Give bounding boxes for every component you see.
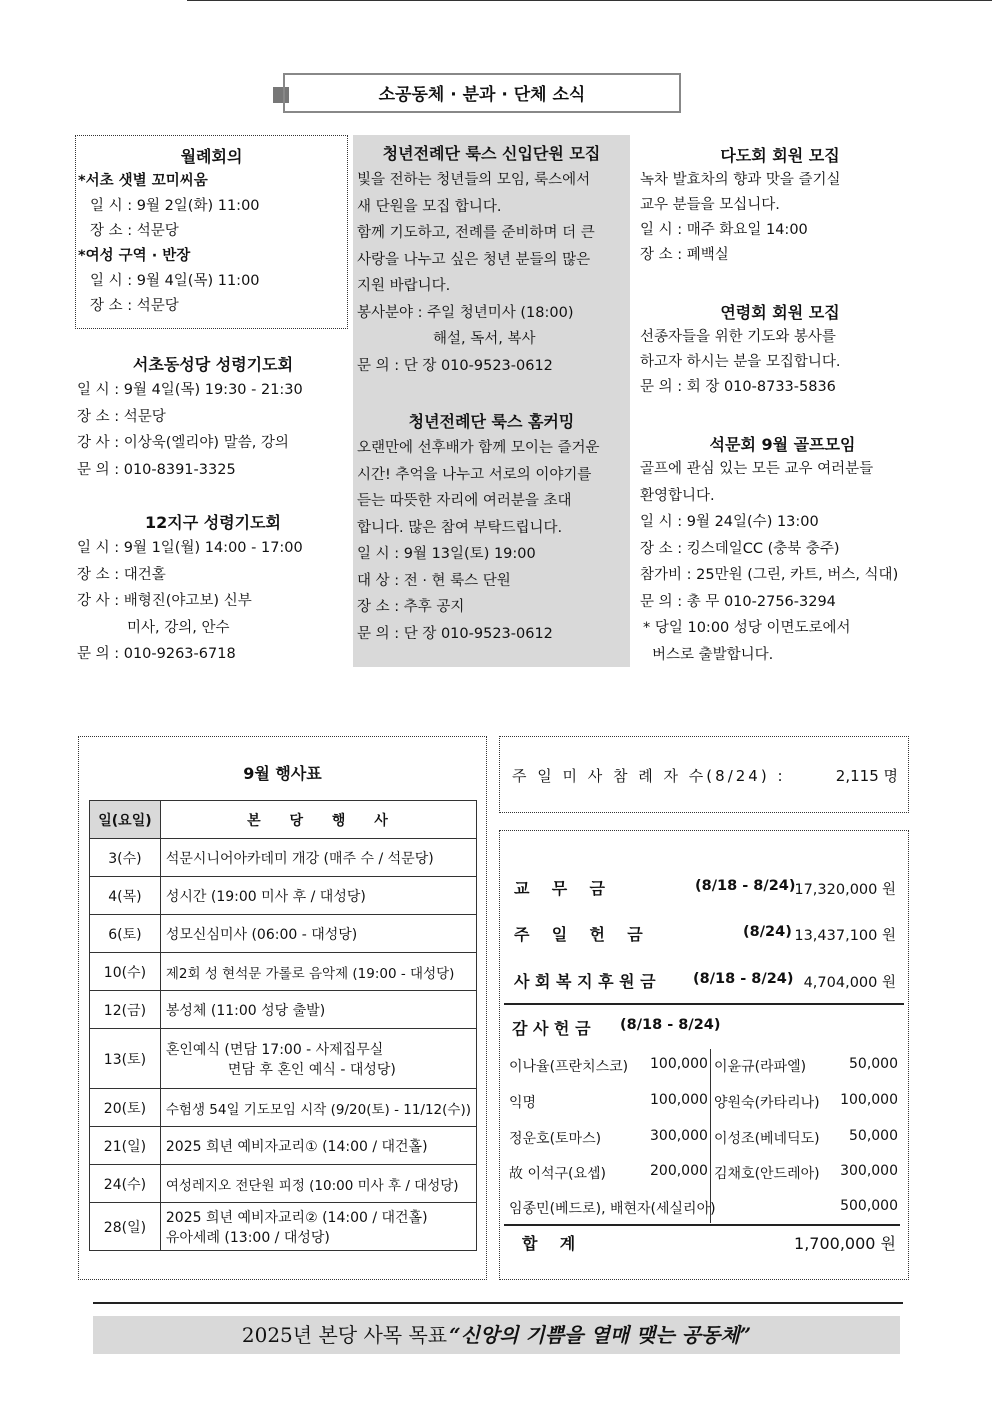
elder-club [640,300,920,400]
homecoming-line: 시간! 추억을 나누고 서로의 이야기를 [357,466,592,483]
finance-amount: 4,704,000 원 [803,975,896,991]
monthly-line: 장 소 : 석문당 [90,298,179,314]
table-row [90,839,477,877]
row-day: 20(토) [90,1089,161,1127]
golf-line: 참가비 : 25만원 (그린, 카트, 버스, 식대) [640,567,899,583]
spirit-line: 강 사 : 이상욱(엘리야) 말씀, 강의 [77,435,289,451]
monthly-line: 장 소 : 석문당 [90,223,179,239]
motto-prefix: 2025년 본당 사목 목표 [241,1323,448,1347]
golf-club [640,432,925,668]
homecoming-line: 듣는 따뜻한 자리에 여러분을 초대 [357,493,572,509]
attendance-label: 주 일 미 사 참 례 자 수(8/24) : [512,767,786,785]
row-event: 성시간 (19:00 미사 후 / 대성당) [160,877,476,915]
golf-line: 장 소 : 킹스데일CC (충북 충주) [640,540,840,557]
monthly-meeting-title: 월례회의 [180,147,243,166]
elder-line: 하고자 하시는 분을 모집합니다. [640,354,841,370]
tea-line: 장 소 : 폐백실 [640,247,729,263]
joint-amount: 500,000 [840,1198,898,1214]
homecoming-line: 합니다. 많은 참여 부탁드립니다. [357,519,563,536]
homecoming-line: 오랜만에 선후배가 함께 모이는 즐거운 [357,440,600,456]
row-event-cell [160,1203,476,1251]
donor-amount: 50,000 [849,1128,898,1144]
golf-line: * 당일 10:00 성당 이면도로에서 [643,620,851,636]
recruit-line: 봉사분야 : 주일 청년미사 (18:00) [357,304,574,321]
row-day: 4(목) [90,877,161,915]
donor-name: 양원숙(카타리나) [714,1095,820,1111]
table-row [90,1127,477,1165]
homecoming-line: 일 시 : 9월 13일(토) 19:00 [357,546,536,562]
schedule-header-row [90,801,477,839]
golf-line: 일 시 : 9월 24일(수) 13:00 [640,514,819,530]
donor-name: 이나율(프란치스코) [509,1059,629,1075]
finance-period: (8/18 - 8/24) [695,878,796,894]
youth-liturgy-box [353,135,630,667]
total-value: 1,700,000 원 [794,1234,896,1253]
schedule-table [89,800,477,1251]
row-day: 28(일) [90,1203,161,1251]
row-day: 3(수) [90,839,161,877]
monthly-line: *서초 샛별 꼬미씨움 [78,173,208,189]
donor-amount: 300,000 [650,1128,708,1144]
row-event: 2025 희년 예비자교리① (14:00 / 대건홀) [160,1127,476,1165]
spirit-prayer-1-title: 서초동성당 성령기도회 [132,355,294,374]
tea-club [640,143,920,268]
golf-line: 환영합니다. [640,487,715,504]
elder-club-title: 연령회 회원 모집 [720,303,840,322]
monthly-line: 일 시 : 9월 2일(화) 11:00 [90,198,260,214]
row-day: 24(수) [90,1165,161,1203]
homecoming-title: 청년전례단 룩스 홈커밍 [408,412,575,431]
finance-label: 교 무 금 [514,879,605,898]
total-divider [504,1224,900,1226]
finance-amount: 13,437,100 원 [794,928,896,944]
tea-club-title: 다도회 회원 모집 [720,146,840,165]
row-event: 여성레지오 전단원 피정 (10:00 미사 후 / 대성당) [160,1165,476,1203]
row-event: 2025 희년 예비자교리② (14:00 / 대건홀) [165,1209,428,1226]
spirit-line: 장 소 : 석문당 [77,408,166,425]
recruit-line: 해설, 독서, 복사 [433,331,536,347]
monthly-line: *여성 구역 · 반장 [78,248,191,264]
finance-divider [504,1003,904,1005]
recruit-line: 새 단원을 모집 합니다. [357,198,502,215]
golf-club-title: 석문회 9월 골프모임 [709,435,856,454]
elder-line: 선종자들을 위한 기도와 봉사를 [640,329,836,345]
row-event: 성모신심미사 (06:00 - 대성당) [160,915,476,953]
table-row [90,1203,477,1251]
recruit-line: 사랑을 나누고 싶은 청년 분들의 많은 [357,251,591,268]
pastoral-motto [93,1316,900,1354]
tea-line: 녹차 발효차의 향과 맛을 즐기실 [640,172,841,188]
row-event: 혼인예식 (면담 17:00 - 사제집무실 [165,1041,384,1058]
row-event: 면담 후 혼인 예식 - 대성당) [227,1061,396,1078]
row-day: 13(토) [90,1029,161,1089]
spirit2-line: 문 의 : 010-9263-6718 [77,646,236,662]
donor-name: 정운호(토마스) [509,1131,602,1147]
motto-text: “신앙의 기쁨을 열매 맺는 공동체” [449,1323,752,1347]
header-day: 일(요일) [90,801,161,839]
finance-period: (8/18 - 8/24) [693,971,794,987]
donor-name: 故 이석구(요셉) [509,1166,606,1182]
row-day: 6(토) [90,915,161,953]
row-event-cell [160,1029,476,1089]
finance-period: (8/24) [743,924,792,940]
table-row [90,1089,477,1127]
table-row [90,991,477,1029]
table-row [90,877,477,915]
table-row [90,1029,477,1089]
row-day: 21(일) [90,1127,161,1165]
monthly-meeting-box [75,135,348,329]
header-event: 본 당 행 사 [160,801,476,839]
recruit-line: 빛을 전하는 청년들의 모임, 룩스에서 [357,172,591,188]
golf-line: 문 의 : 총 무 010-2756-3294 [640,593,836,610]
spirit-prayer-1 [77,352,349,483]
recruit-title: 청년전례단 룩스 신입단원 모집 [382,144,601,163]
finance-label: 주 일 헌 금 [514,925,643,944]
homecoming-line: 대 상 : 전 · 현 룩스 단원 [357,572,511,589]
tea-line: 교우 분들을 모십니다. [640,197,780,213]
donor-amount: 300,000 [840,1163,898,1179]
homecoming-line: 문 의 : 단 장 010-9523-0612 [357,625,553,642]
row-event: 수험생 54일 기도모임 시작 (9/20(토) - 11/12(수)) [160,1089,476,1127]
homecoming-line: 장 소 : 추후 공지 [357,599,465,615]
donor-amount: 200,000 [650,1163,708,1179]
attendance-box [499,736,909,813]
footer-rule [93,1302,903,1304]
row-day: 10(수) [90,953,161,991]
attendance-value: 2,115 명 [835,767,898,785]
donor-amount: 100,000 [650,1092,708,1108]
spirit2-line: 미사, 강의, 안수 [127,619,230,636]
finance-amount: 17,320,000 원 [794,882,896,898]
row-event: 제2회 성 현석문 가롤로 음악제 (19:00 - 대성당) [160,953,476,991]
donor-amount: 50,000 [849,1056,898,1072]
table-row [90,953,477,991]
table-row [90,1165,477,1203]
top-rule [187,0,992,1]
row-event: 석문시니어아카데미 개강 (매주 수 / 석문당) [160,839,476,877]
donor-amount: 100,000 [840,1092,898,1108]
elder-line: 문 의 : 회 장 010-8733-5836 [640,379,836,395]
spirit-line: 문 의 : 010-8391-3325 [77,461,236,478]
spirit2-line: 장 소 : 대건홀 [77,566,166,583]
section-title: 소공동체 · 분과 · 단체 소식 [283,73,681,113]
finance-label: 사 회 복 지 후 원 금 [514,972,656,991]
donor-name: 이윤규(라파엘) [714,1059,807,1075]
donor-name: 이성조(베네딕도) [714,1131,820,1147]
donor-name: 익명 [509,1095,537,1111]
thanks-period: (8/18 - 8/24) [620,1017,721,1033]
total-label: 합 계 [522,1234,576,1253]
schedule-title: 9월 행사표 [243,764,322,783]
finance-box [499,830,909,1280]
donor-divider [710,1049,711,1223]
recruit-line: 지원 바랍니다. [357,278,451,294]
row-day: 12(금) [90,991,161,1029]
thanks-title: 감 사 헌 금 [512,1019,591,1038]
donor-name: 김채호(안드레아) [714,1166,820,1182]
joint-donor: 임종민(베드로), 배현자(세실리아) [509,1201,716,1217]
donor-amount: 100,000 [650,1056,708,1072]
recruit-line: 문 의 : 단 장 010-9523-0612 [357,357,553,374]
spirit-prayer-2 [77,510,349,668]
recruit-line: 함께 기도하고, 전례를 준비하며 더 큰 [357,225,595,241]
spirit2-line: 강 사 : 배형진(야고보) 신부 [77,593,252,609]
golf-line: 버스로 출발합니다. [652,646,774,663]
spirit-line: 일 시 : 9월 4일(목) 19:30 - 21:30 [77,382,303,398]
row-event: 봉성체 (11:00 성당 출발) [160,991,476,1029]
table-row [90,915,477,953]
golf-line: 골프에 관심 있는 모든 교우 여러분들 [640,461,874,477]
monthly-line: 일 시 : 9월 4일(목) 11:00 [90,273,260,289]
tea-line: 일 시 : 매주 화요일 14:00 [640,222,808,238]
spirit2-line: 일 시 : 9월 1일(월) 14:00 - 17:00 [77,540,303,556]
row-event: 유아세례 (13:00 / 대성당) [165,1229,330,1246]
spirit-prayer-2-title: 12지구 성령기도회 [144,513,282,532]
schedule-box [78,736,487,1280]
